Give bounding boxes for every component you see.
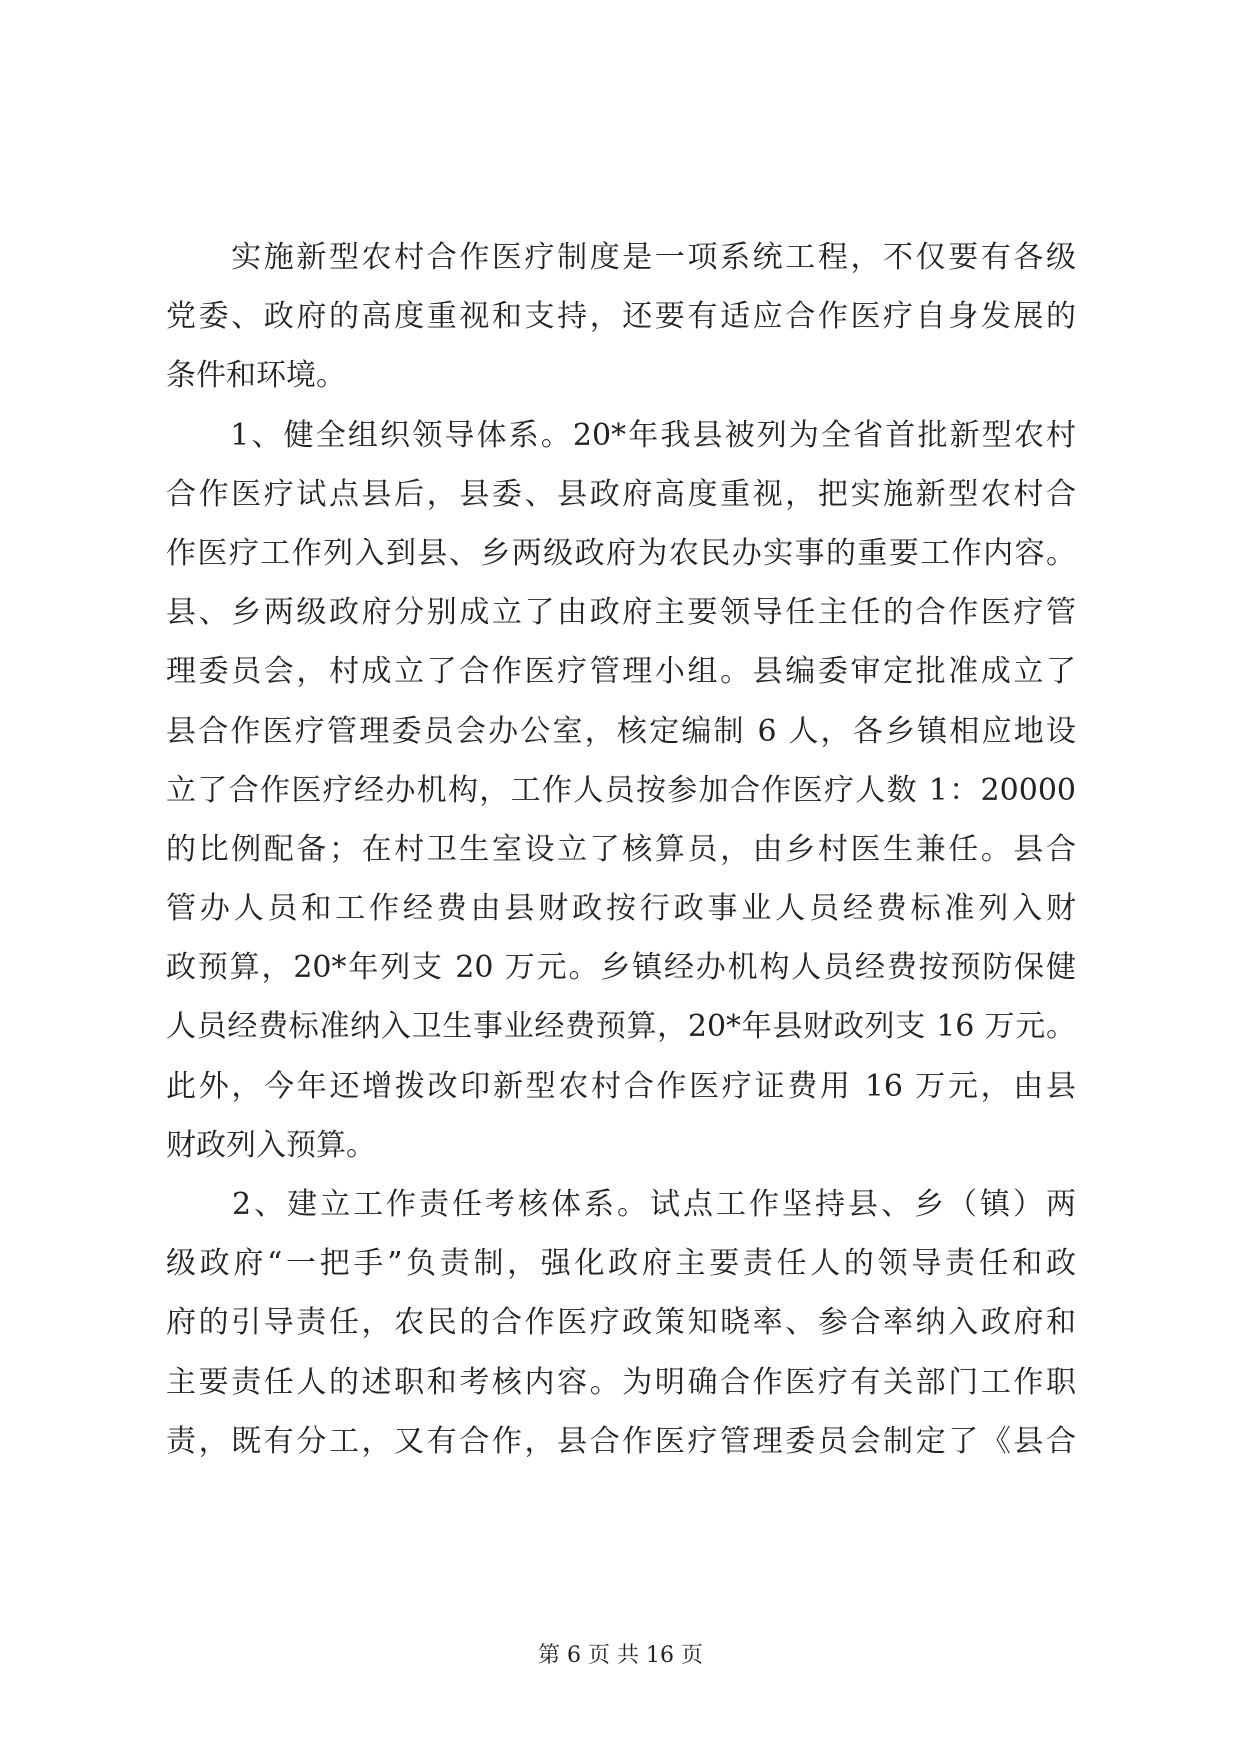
- text-line: 党委、政府的高度重视和支持，还要有适应合作医疗自身发展的: [166, 299, 1076, 335]
- text-line: 县、乡两级政府分别成立了由政府主要领导任主任的合作医疗管: [166, 595, 1076, 631]
- text-line: 政预算，20*年列支 20 万元。乡镇经办机构人员经费按预防保健: [166, 950, 1076, 986]
- text-line: 作医疗工作列入到县、乡两级政府为农民办实事的重要工作内容。: [166, 535, 1076, 571]
- text-line: 合作医疗试点县后，县委、县政府高度重视，把实施新型农村合: [166, 476, 1076, 512]
- text-line: 级政府“一把手”负责制，强化政府主要责任人的领导责任和政: [166, 1246, 1076, 1282]
- page-number-footer: 第 6 页 共 16 页: [538, 1643, 703, 1668]
- text-line: 责，既有分工，又有合作，县合作医疗管理委员会制定了《县合: [166, 1423, 1076, 1459]
- text-line: 人员经费标准纳入卫生事业经费预算，20*年县财政列支 16 万元。: [166, 1009, 1076, 1045]
- text-line: 管办人员和工作经费由县财政按行政事业人员经费标准列入财: [166, 891, 1076, 927]
- text-line: 实施新型农村合作医疗制度是一项系统工程，不仅要有各级: [166, 240, 1076, 275]
- text-line: 条件和环境。: [166, 358, 346, 394]
- document-body: [166, 228, 1076, 1471]
- text-line: 的比例配备；在村卫生室设立了核算员，由乡村医生兼任。县合: [166, 831, 1076, 867]
- text-line: 主要责任人的述职和考核内容。为明确合作医疗有关部门工作职: [166, 1364, 1076, 1400]
- text-line: 立了合作医疗经办机构，工作人员按参加合作医疗人数 1：20000: [166, 772, 1076, 808]
- text-line: 财政列入预算。: [166, 1127, 376, 1163]
- text-line: 2、建立工作责任考核体系。试点工作坚持县、乡（镇）两: [166, 1187, 1076, 1222]
- text-line: 此外，今年还增拨改印新型农村合作医疗证费用 16 万元，由县: [166, 1068, 1076, 1104]
- text-line: 1、健全组织领导体系。20*年我县被列为全省首批新型农村: [166, 417, 1076, 453]
- text-line: 府的引导责任，农民的合作医疗政策知晓率、参合率纳入政府和: [166, 1305, 1076, 1341]
- text-line: 理委员会，村成立了合作医疗管理小组。县编委审定批准成立了: [166, 654, 1076, 690]
- text-line: 县合作医疗管理委员会办公室，核定编制 6 人，各乡镇相应地设: [166, 713, 1076, 749]
